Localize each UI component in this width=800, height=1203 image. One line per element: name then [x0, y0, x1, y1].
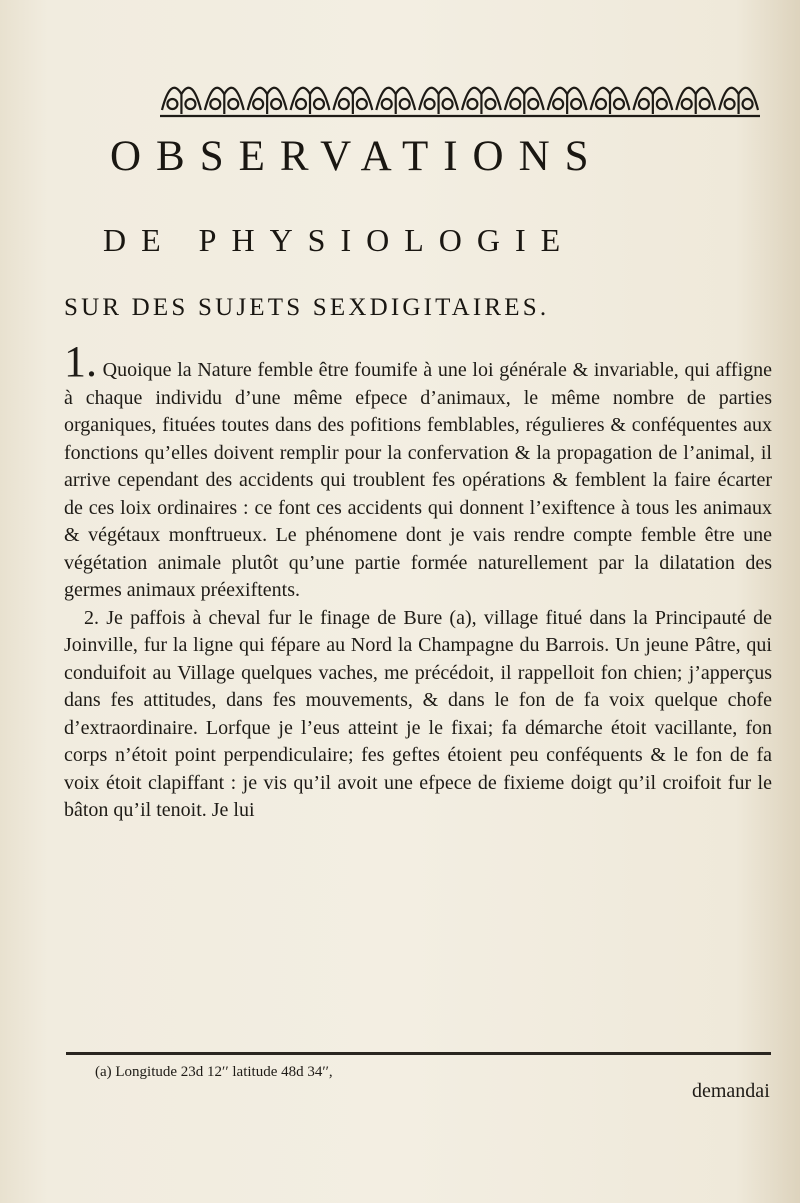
section-heading: SUR DES SUJETS SEXDIGITAIRES.	[64, 294, 550, 321]
subtitle: DE PHYSIOLOGIE	[103, 222, 576, 258]
footnote-rule	[66, 1052, 771, 1055]
ornament-band-icon	[160, 70, 760, 120]
paragraph-2: 2. Je paffois à cheval fur le finage de Bure (a), village fitué dans la Principauté de Joinville, fur la ligne qui fépare au Nord la Champagne du Barrois. Un jeune Pâtre, qui conduifoit au Village quelques vaches, me précédoit, il rappelloit fon chien; j’apperçus dans fes attitudes, dans fes mouvements, & dans le fon de fa voix quelque chofe d’extraordinaire. Lorfque je l’eus atteint je le fixai; fa démarche étoit vacillante, fon corps n’étoit point perpendiculaire; fes geftes étoient peu conféquents & le fon de fa voix étoit clapiffant : je vis qu’il avoit une efpece de fixieme doigt qu’il croifoit fur le bâton qu’il tenoit. Je lui	[64, 606, 772, 821]
title: OBSERVATIONS	[110, 133, 604, 180]
body-text	[64, 337, 772, 825]
catchword: demandai	[692, 1080, 770, 1102]
footnote: (a) Longitude 23d 12′′ latitude 48d 34′′,	[95, 1064, 333, 1080]
paragraph-1: 1. Quoique la Nature femble être foumife à une loi générale & invariable, qui affigne à chaque individu d’une même efpece d’animaux, le même nombre de parties organiques, fituées toutes dans des pofitions femblables, régulieres & conféquentes aux fonctions qu’elles doivent remplir pour la confervation & la propagation de l’animal, il arrive cependant des accidents qui troublent fes opérations & femblent la faire écarter de ces loix ordinaires : ce font ces accidents qui donnent l’exiftence à tous les animaux & végétaux monftrueux. Le phénomene dont je vais rendre compte femble être une végétation animale plutôt qu’une partie formée naturellement par la dilatation des germes animaux préexiftents.	[64, 337, 772, 601]
